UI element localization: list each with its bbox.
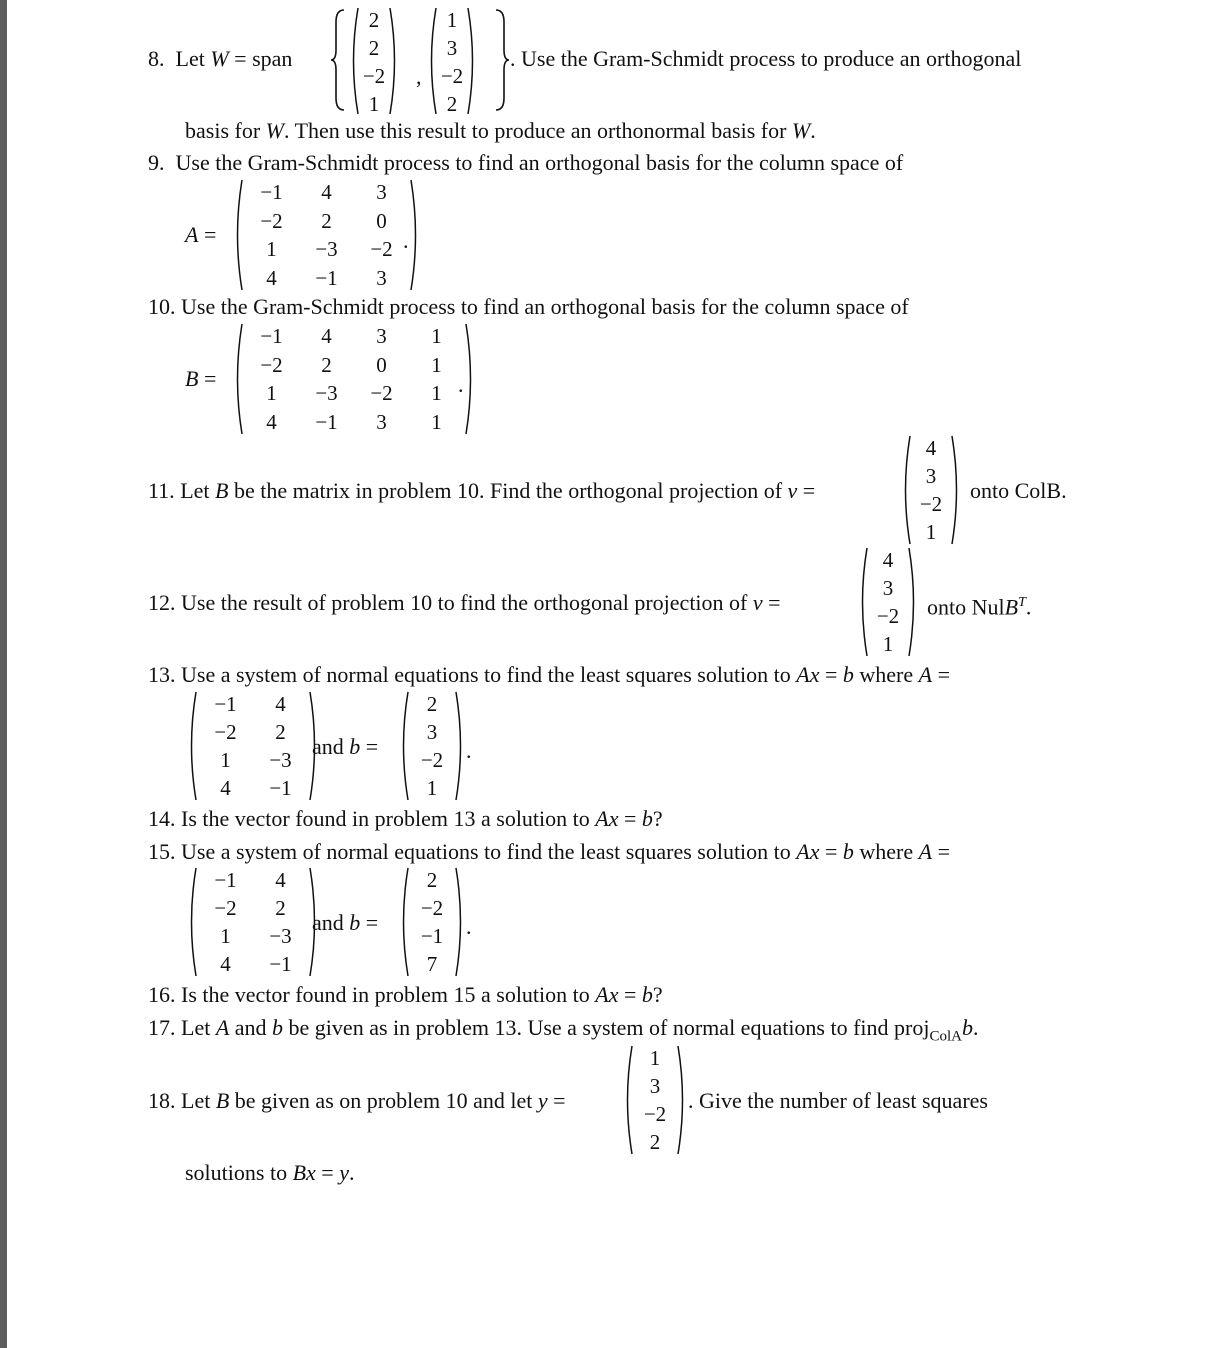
- vector-entry: 3: [882, 576, 894, 600]
- p11-after: onto ColB.: [970, 478, 1067, 503]
- matrix-row: [244, 408, 464, 436]
- matrix-entry: 4: [266, 265, 277, 290]
- matrix-entry: −3: [269, 924, 292, 948]
- matrix-entry: −2: [214, 896, 237, 920]
- matrix-entry: 4: [275, 868, 286, 892]
- vector-entry: 4: [925, 436, 937, 460]
- p9-matrix: [232, 178, 421, 292]
- matrix-entry: −2: [260, 352, 283, 377]
- matrix-entry: −1: [260, 324, 283, 349]
- matrix-entry: 1: [431, 409, 442, 434]
- vector-entry: 2: [446, 92, 458, 116]
- matrix-entry: 2: [321, 352, 332, 377]
- matrix-entry: 4: [321, 180, 332, 205]
- matrix-entry: 4: [220, 952, 231, 976]
- p12-after: onto NulB$^T$.: [927, 594, 1032, 620]
- vector-entry: −1: [420, 924, 444, 948]
- matrix-row: [198, 774, 308, 802]
- matrix-entry: 3: [376, 180, 387, 205]
- matrix-entry: −1: [214, 692, 237, 716]
- p13-matrix-A: [186, 690, 320, 802]
- p15-and-b: and b =: [312, 910, 379, 935]
- matrix-entry: 2: [275, 896, 286, 920]
- vector-entry: 3: [925, 464, 937, 488]
- vector-entry: 2: [649, 1130, 661, 1154]
- matrix-entry: 2: [275, 720, 286, 744]
- p8-tail: . Use the Gram-Schmidt process to produce an orthogonal: [510, 46, 1022, 71]
- matrix-entry: −1: [269, 776, 292, 800]
- p8-vector-1: [348, 6, 400, 116]
- vector-entry: −2: [420, 896, 444, 920]
- p16-line: 16. Is the vector found in problem 15 a solution to Ax = b?: [148, 982, 663, 1007]
- matrix-row: [198, 718, 308, 746]
- p9-period: .: [403, 228, 409, 253]
- matrix-row: [198, 866, 308, 894]
- p8-right-brace: [494, 8, 510, 112]
- matrix-entry: 1: [220, 924, 231, 948]
- matrix-row: [198, 690, 308, 718]
- matrix-row: [244, 235, 409, 263]
- matrix-row: [244, 207, 409, 235]
- matrix-entry: −1: [260, 180, 283, 205]
- matrix-row: [244, 322, 464, 350]
- vector-entry: 7: [426, 952, 438, 976]
- matrix-entry: −3: [269, 748, 292, 772]
- vector-entry: 2: [368, 36, 380, 60]
- p11-vector: [900, 434, 962, 546]
- matrix-entry: −2: [260, 208, 283, 233]
- matrix-row: [198, 894, 308, 922]
- p15-vector-b: [398, 866, 466, 978]
- p15-matrix-A: [186, 866, 320, 978]
- matrix-entry: 4: [275, 692, 286, 716]
- matrix-row: [198, 950, 308, 978]
- vector-entry: 2: [426, 868, 438, 892]
- matrix-entry: −1: [269, 952, 292, 976]
- vector-entry: 2: [426, 692, 438, 716]
- matrix-entry: 3: [376, 409, 387, 434]
- p10-period: .: [458, 372, 464, 397]
- matrix-row: [244, 178, 409, 206]
- matrix-entry: 1: [266, 381, 277, 406]
- matrix-entry: 0: [376, 208, 387, 233]
- p18-line: 18. Let B be given as on problem 10 and let y =: [148, 1088, 566, 1113]
- vector-entry: 1: [925, 520, 937, 544]
- p13-line: 13. Use a system of normal equations to find the least squares solution to Ax = b where A =: [148, 662, 951, 687]
- matrix-entry: 3: [376, 324, 387, 349]
- matrix-entry: 2: [321, 208, 332, 233]
- p8-line1: 8. Let W = span: [148, 46, 293, 71]
- p14-line: 14. Is the vector found in problem 13 a solution to Ax = b?: [148, 806, 663, 831]
- matrix-entry: −2: [370, 237, 393, 262]
- matrix-entry: −3: [315, 381, 338, 406]
- p8-vector-2: [426, 6, 478, 116]
- vector-entry: −2: [440, 64, 464, 88]
- matrix-row: [244, 379, 464, 407]
- vector-entry: 1: [649, 1046, 661, 1070]
- p10-matrix: [232, 322, 476, 436]
- p10-matrix-label: B =: [185, 366, 217, 391]
- vector-entry: 1: [446, 8, 458, 32]
- p9-line: 9. Use the Gram-Schmidt process to find an orthogonal basis for the column space of: [148, 150, 904, 175]
- p18-vector-y: [622, 1044, 688, 1156]
- matrix-entry: −2: [370, 381, 393, 406]
- left-edge-bar: [0, 0, 7, 1348]
- vector-entry: 3: [649, 1074, 661, 1098]
- matrix-entry: −1: [214, 868, 237, 892]
- p9-matrix-label: A =: [185, 222, 217, 247]
- p18-line2: solutions to Bx = y.: [185, 1160, 355, 1185]
- matrix-entry: −3: [315, 237, 338, 262]
- vector-entry: −2: [643, 1102, 667, 1126]
- p8-left-brace: [330, 8, 346, 112]
- matrix-entry: 1: [220, 748, 231, 772]
- matrix-entry: 1: [431, 352, 442, 377]
- vector-entry: −2: [420, 748, 444, 772]
- matrix-entry: 1: [266, 237, 277, 262]
- vector-entry: 1: [882, 632, 894, 656]
- matrix-row: [244, 264, 409, 292]
- matrix-entry: 3: [376, 265, 387, 290]
- p8-comma: ,: [416, 64, 422, 89]
- p11-line: 11. Let B be the matrix in problem 10. Find the orthogonal projection of v =: [148, 478, 816, 503]
- p15-line: 15. Use a system of normal equations to find the least squares solution to Ax = b where A =: [148, 839, 951, 864]
- matrix-row: [244, 351, 464, 379]
- p18-after: . Give the number of least squares: [688, 1088, 988, 1113]
- vector-entry: 1: [368, 92, 380, 116]
- p15-period: .: [466, 914, 472, 939]
- matrix-entry: 4: [266, 409, 277, 434]
- matrix-entry: 1: [431, 324, 442, 349]
- p13-vector-b: [398, 690, 466, 802]
- matrix-entry: −1: [315, 265, 338, 290]
- p8-line2: basis for W. Then use this result to produce an orthonormal basis for W.: [185, 118, 816, 143]
- p10-line: 10. Use the Gram-Schmidt process to find an orthogonal basis for the column space of: [148, 294, 909, 319]
- vector-entry: 2: [368, 8, 380, 32]
- vector-entry: 3: [446, 36, 458, 60]
- matrix-entry: 4: [321, 324, 332, 349]
- vector-entry: −2: [362, 64, 386, 88]
- matrix-row: [198, 746, 308, 774]
- matrix-row: [198, 922, 308, 950]
- matrix-entry: −1: [315, 409, 338, 434]
- vector-entry: 1: [426, 776, 438, 800]
- p12-line: 12. Use the result of problem 10 to find the orthogonal projection of v =: [148, 590, 781, 615]
- vector-entry: 4: [882, 548, 894, 572]
- vector-entry: −2: [919, 492, 943, 516]
- p12-vector: [857, 546, 919, 658]
- vector-entry: −2: [876, 604, 900, 628]
- matrix-entry: 0: [376, 352, 387, 377]
- matrix-entry: −2: [214, 720, 237, 744]
- matrix-entry: 4: [220, 776, 231, 800]
- matrix-entry: 1: [431, 381, 442, 406]
- vector-entry: 3: [426, 720, 438, 744]
- p17-line: 17. Let A and b be given as in problem 13. Use a system of normal equations to find proj$_{ColA}$b.: [148, 1015, 979, 1045]
- p13-and-b: and b =: [312, 734, 379, 759]
- p13-period: .: [466, 738, 472, 763]
